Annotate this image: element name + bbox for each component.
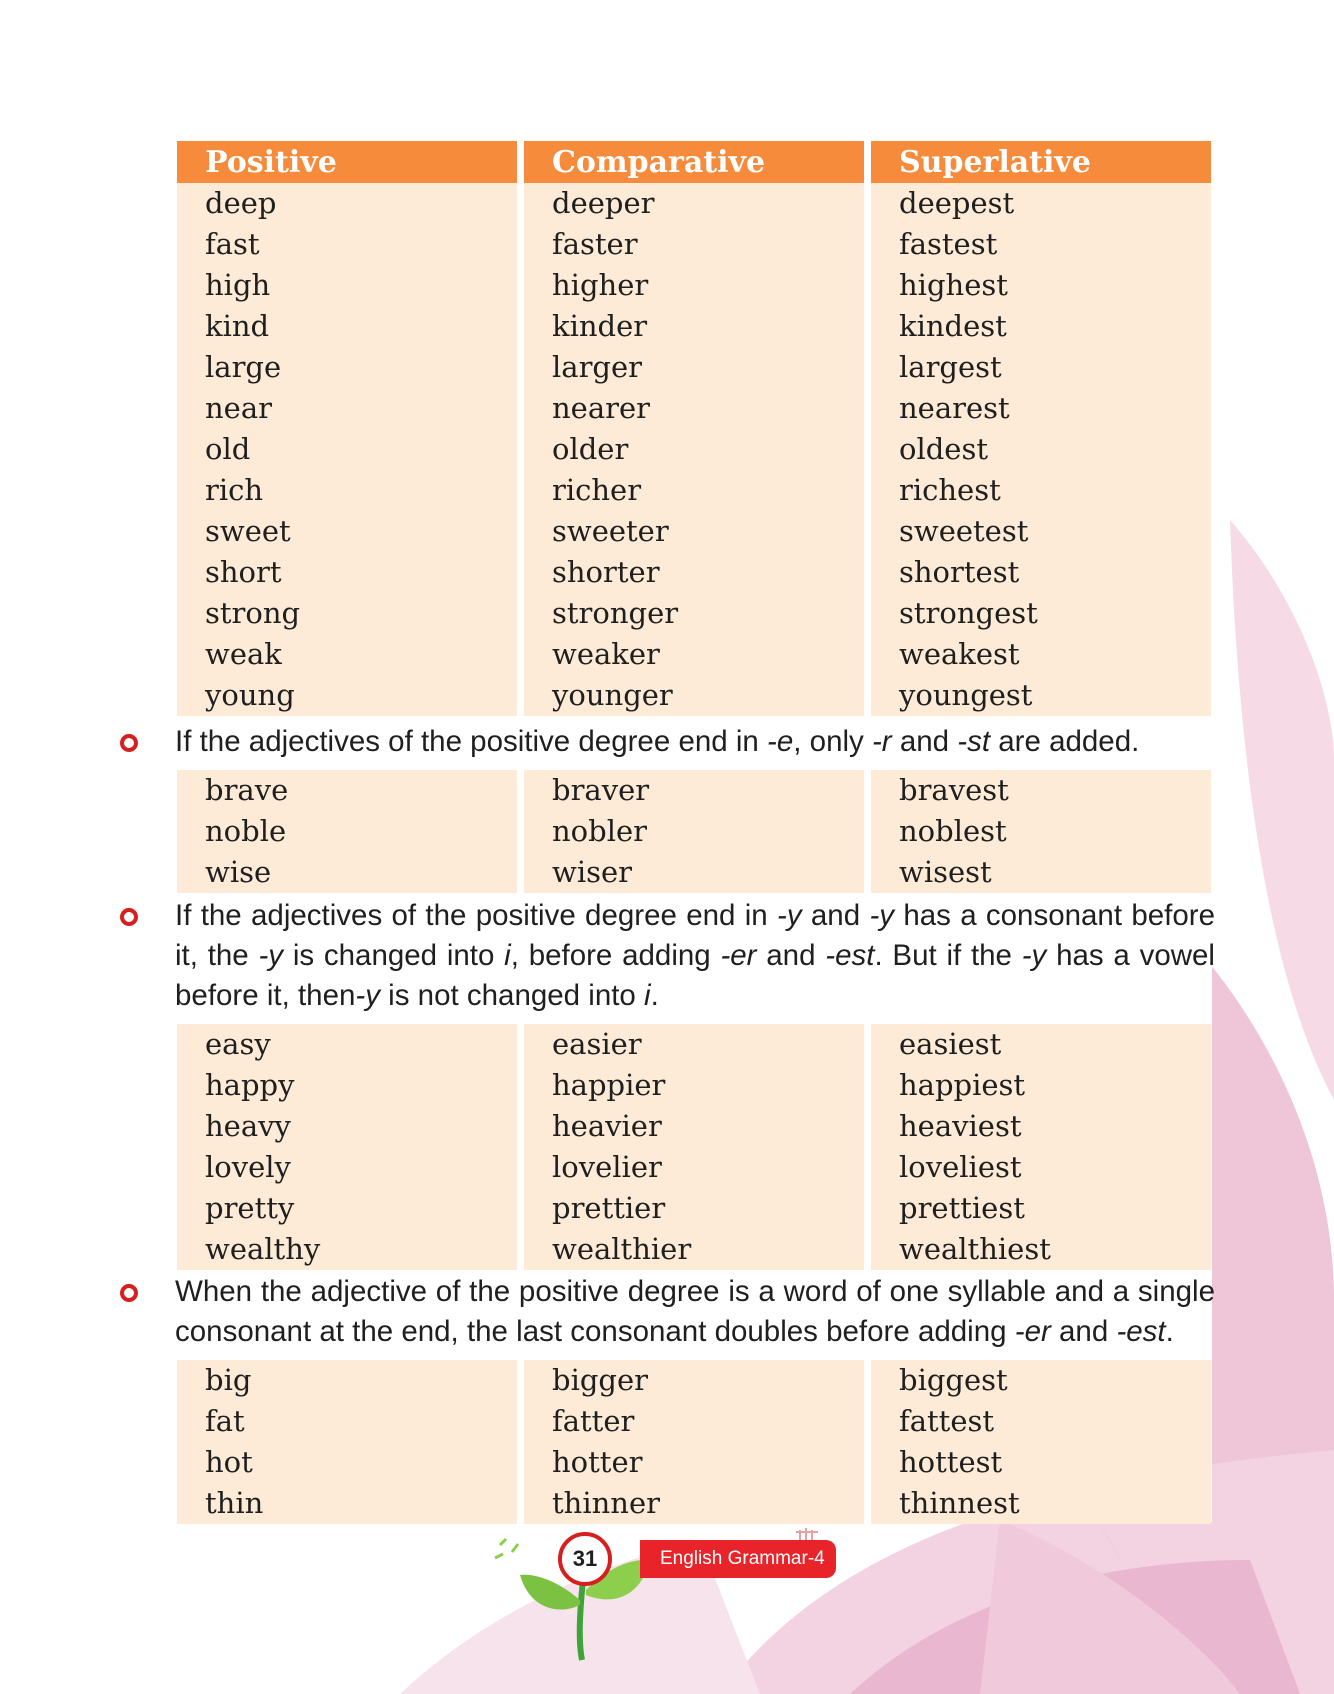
table-cell: fastest xyxy=(899,227,998,261)
rule-text-part: are added. xyxy=(990,725,1140,758)
comparison-table-doubling xyxy=(177,1360,1211,1524)
rule-text-part: and xyxy=(801,899,870,932)
table-cell: oldest xyxy=(899,432,988,466)
table-cell: nearer xyxy=(552,391,651,425)
table-cell: wealthy xyxy=(205,1232,321,1266)
table-cell: shortest xyxy=(899,555,1020,589)
rule-consonant-doubling xyxy=(120,1272,1215,1352)
table-cell: prettier xyxy=(552,1191,666,1225)
rule-suffix: -est xyxy=(1116,1315,1166,1348)
header-superlative: Superlative xyxy=(871,141,1211,183)
table4-positive-cells xyxy=(177,1360,517,1524)
table-cell: loveliest xyxy=(899,1150,1022,1184)
table-cell: wise xyxy=(205,855,272,889)
table-cell: sweetest xyxy=(899,514,1029,548)
table-cell: happier xyxy=(552,1068,666,1102)
table-cell: older xyxy=(552,432,629,466)
table-cell: deeper xyxy=(552,186,655,220)
rule-suffix: -er xyxy=(1014,1315,1051,1348)
table3-positive-cells xyxy=(177,1024,517,1270)
table-cell: prettiest xyxy=(899,1191,1025,1225)
bullet-icon xyxy=(120,908,138,926)
table1-comparative-cells xyxy=(524,183,864,716)
table-cell: kind xyxy=(205,309,270,343)
rule-suffix: -r xyxy=(871,725,892,758)
table-cell: fattest xyxy=(899,1404,995,1438)
page-number-badge: 31 xyxy=(558,1532,612,1586)
table-cell: hot xyxy=(205,1445,253,1479)
superlative-column xyxy=(871,141,1211,716)
table-cell: fatter xyxy=(552,1404,635,1438)
table-cell: bravest xyxy=(899,773,1009,807)
table1-superlative-cells xyxy=(871,183,1211,716)
rule2-text xyxy=(175,896,1215,1016)
rule-suffix: -y xyxy=(777,899,802,932)
rule-text-part: . xyxy=(650,979,659,1012)
table-cell: rich xyxy=(205,473,264,507)
comparison-table-basic xyxy=(177,141,1211,716)
rule-suffix: -e xyxy=(767,725,794,758)
rule-e-ending xyxy=(120,722,1215,762)
rule-text-part: , before adding xyxy=(510,939,721,972)
table-cell: thinner xyxy=(552,1486,660,1520)
table-cell: nearest xyxy=(899,391,1010,425)
table-cell: big xyxy=(205,1363,252,1397)
table-cell: short xyxy=(205,555,282,589)
rule-y-ending xyxy=(120,896,1215,1016)
rule-text-part: has a vowel before it, then xyxy=(175,939,1215,1012)
table-cell: faster xyxy=(552,227,638,261)
table-cell: higher xyxy=(552,268,649,302)
rule-suffix: i xyxy=(504,939,511,972)
table4-comparative-cells xyxy=(524,1360,864,1524)
table-cell: high xyxy=(205,268,271,302)
table-cell: thinnest xyxy=(899,1486,1020,1520)
table3-superlative-cells xyxy=(871,1024,1211,1270)
table-cell: near xyxy=(205,391,272,425)
rule-suffix: -y xyxy=(355,979,380,1012)
bullet-icon xyxy=(120,1284,138,1302)
comparison-table-e-ending xyxy=(177,770,1211,893)
table-cell: pretty xyxy=(205,1191,295,1225)
rule-text-part: If the adjectives of the positive degree end in xyxy=(175,725,768,758)
table-cell: large xyxy=(205,350,282,384)
table-cell: easy xyxy=(205,1027,271,1061)
table-cell: happy xyxy=(205,1068,295,1102)
table-cell: wealthiest xyxy=(899,1232,1051,1266)
table-cell: youngest xyxy=(899,678,1033,712)
table-cell: braver xyxy=(552,773,650,807)
positive-column xyxy=(177,141,517,716)
rule-suffix: -y xyxy=(1021,939,1047,972)
rule-text-part: and xyxy=(891,725,958,758)
table2-positive-cells xyxy=(177,770,517,893)
table-cell: fast xyxy=(205,227,260,261)
rule-text-part: . But if the xyxy=(874,939,1022,972)
table-cell: wisest xyxy=(899,855,992,889)
book-title-tab: English Grammar-4 xyxy=(640,1540,836,1578)
table-cell: kindest xyxy=(899,309,1007,343)
rule-text-part: , only xyxy=(793,725,872,758)
rule-suffix: -er xyxy=(720,939,757,972)
table-cell: richest xyxy=(899,473,1001,507)
table-cell: lovelier xyxy=(552,1150,662,1184)
table-cell: hotter xyxy=(552,1445,643,1479)
table-cell: shorter xyxy=(552,555,660,589)
rule3-text xyxy=(175,1272,1215,1352)
table-cell: noblest xyxy=(899,814,1007,848)
rule-suffix: -y xyxy=(869,899,895,932)
comparison-table-y-ending xyxy=(177,1024,1211,1270)
table-cell: nobler xyxy=(552,814,648,848)
rule-text-part: When the adjective of the positive degree is a word of one syllable and a single consonant at the end, the last consonant doubles before adding xyxy=(175,1275,1215,1348)
table-cell: brave xyxy=(205,773,289,807)
table-cell: larger xyxy=(552,350,643,384)
table-cell: deepest xyxy=(899,186,1015,220)
table-cell: fat xyxy=(205,1404,245,1438)
comparative-column xyxy=(524,141,864,716)
table-cell: richer xyxy=(552,473,642,507)
table2-comparative-cells xyxy=(524,770,864,893)
table-cell: deep xyxy=(205,186,277,220)
rule-text-part: . xyxy=(1165,1315,1174,1348)
table-cell: stronger xyxy=(552,596,679,630)
table-cell: thin xyxy=(205,1486,264,1520)
rule-text-part: is not changed into xyxy=(379,979,645,1012)
table4-superlative-cells xyxy=(871,1360,1211,1524)
bullet-icon xyxy=(120,734,138,752)
table-cell: heavy xyxy=(205,1109,291,1143)
table-cell: noble xyxy=(205,814,287,848)
table-cell: biggest xyxy=(899,1363,1008,1397)
table-cell: sweet xyxy=(205,514,291,548)
rule1-text xyxy=(175,722,1215,762)
table-cell: heaviest xyxy=(899,1109,1022,1143)
table-cell: strong xyxy=(205,596,301,630)
table-cell: wiser xyxy=(552,855,633,889)
table2-superlative-cells xyxy=(871,770,1211,893)
table3-comparative-cells xyxy=(524,1024,864,1270)
rule-text-part: and xyxy=(756,939,826,972)
table-cell: strongest xyxy=(899,596,1038,630)
rule-suffix: -y xyxy=(258,939,284,972)
table-cell: hottest xyxy=(899,1445,1003,1479)
table-cell: kinder xyxy=(552,309,648,343)
rule-suffix: i xyxy=(644,979,651,1012)
header-positive: Positive xyxy=(177,141,517,183)
header-comparative: Comparative xyxy=(524,141,864,183)
table1-positive-cells xyxy=(177,183,517,716)
table-cell: weak xyxy=(205,637,282,671)
table-cell: highest xyxy=(899,268,1008,302)
rule-text-part: and xyxy=(1050,1315,1117,1348)
table-cell: young xyxy=(205,678,295,712)
rule-text-part: is changed into xyxy=(283,939,505,972)
rule-text-part: If the adjectives of the positive degree end in xyxy=(175,899,778,932)
table-cell: weaker xyxy=(552,637,660,671)
table-cell: lovely xyxy=(205,1150,291,1184)
table-cell: weakest xyxy=(899,637,1020,671)
table-cell: younger xyxy=(552,678,673,712)
table-cell: easier xyxy=(552,1027,642,1061)
table-cell: heavier xyxy=(552,1109,662,1143)
table-cell: happiest xyxy=(899,1068,1026,1102)
rule-text-part: has a consonant before it, the xyxy=(175,899,1215,972)
table-cell: sweeter xyxy=(552,514,669,548)
table-cell: bigger xyxy=(552,1363,648,1397)
table-cell: old xyxy=(205,432,251,466)
table-cell: wealthier xyxy=(552,1232,692,1266)
table-cell: easiest xyxy=(899,1027,1002,1061)
table-cell: largest xyxy=(899,350,1002,384)
rule-suffix: -st xyxy=(957,725,991,758)
rule-suffix: -est xyxy=(825,939,875,972)
